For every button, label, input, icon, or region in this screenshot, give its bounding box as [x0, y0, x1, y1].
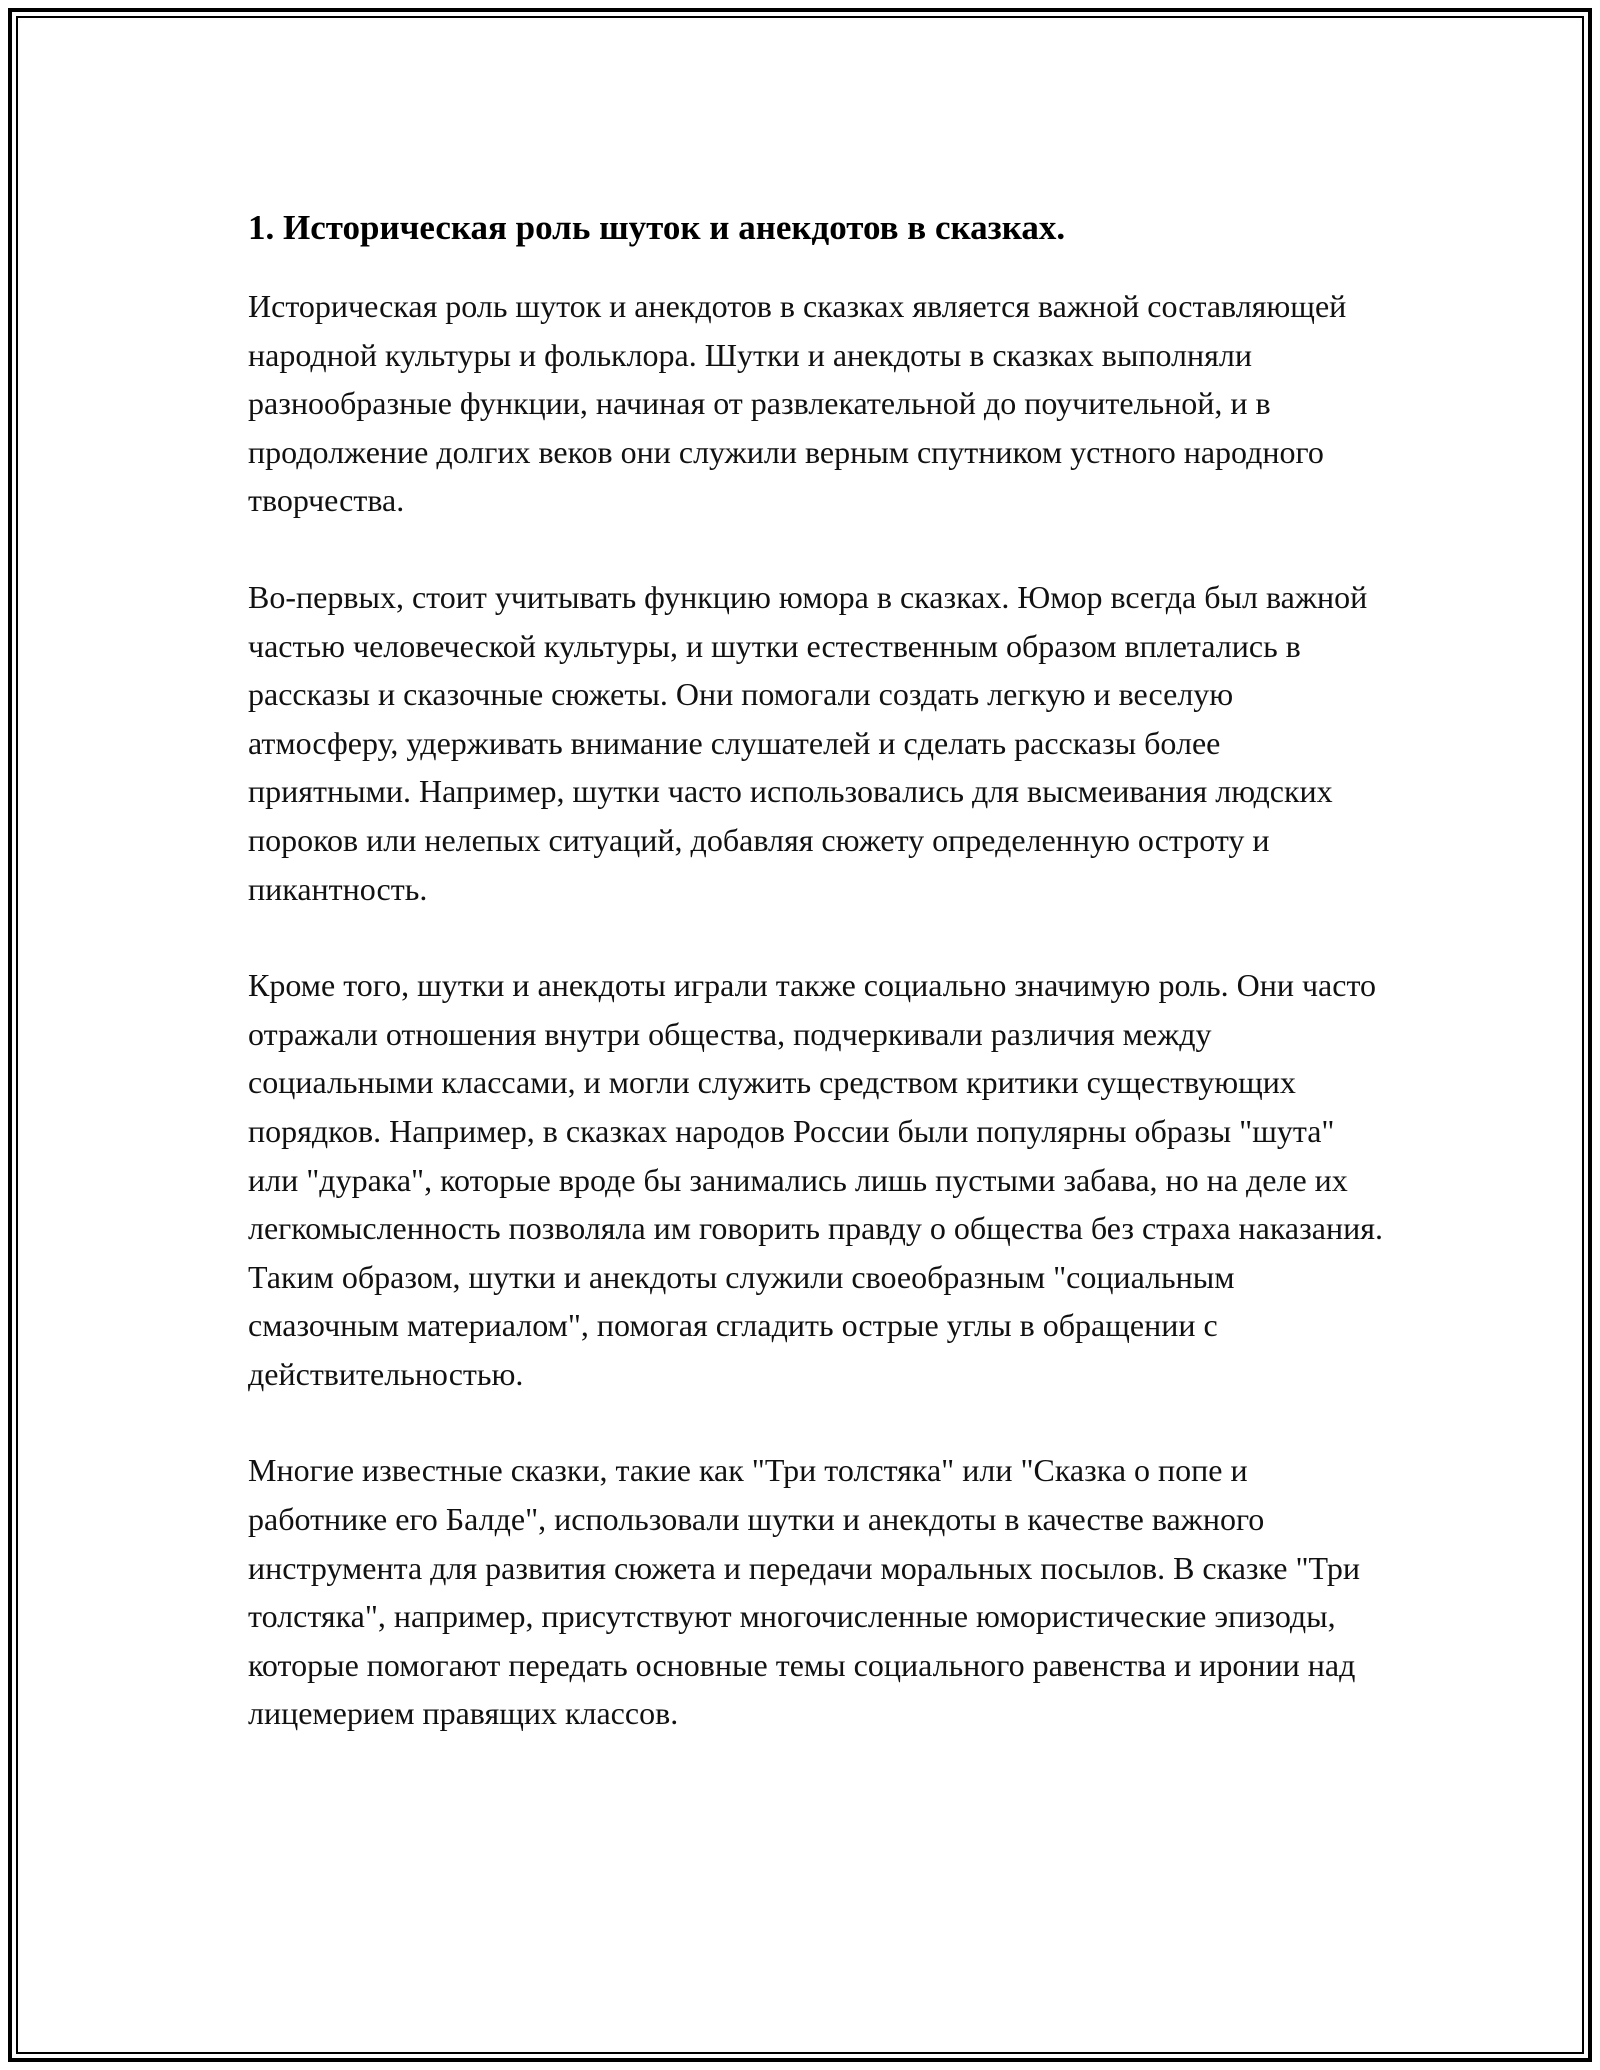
- paragraph-2: Во-первых, стоит учитывать функцию юмора в сказках. Юмор всегда был важной частью человеческой культуры, и шутки естественным образом вплетались в рассказы и сказочные сюжеты. Они помогали создать легкую и веселую атмосферу, удерживать внимание слушателей и сделать рассказы более приятными. Например, шутки часто использовались для высмеивания людских пороков или нелепых ситуаций, добавляя сюжету определенную остроту и пикантность.: [248, 578, 1368, 907]
- paragraph-3: Кроме того, шутки и анекдоты играли также социально значимую роль. Они часто отражали отношения внутри общества, подчеркивали различия между социальными классами, и могли служить средством критики существующих порядков. Например, в сказках народов России были популярны образы "шута" или "дурака", которые вроде бы занимались лишь пустыми забава, но на деле их легкомысленность позволяла им говорить правду о общества без страха наказания. Таким образом, шутки и анекдоты служили своеобразным "социальным смазочным материалом", помогая сгладить острые углы в обращении с действительностью.: [248, 967, 1383, 1392]
- page-frame: [8, 8, 1592, 2062]
- document-body: [248, 200, 1388, 1786]
- paragraph-1: Историческая роль шуток и анекдотов в сказках является важной составляющей народной культуры и фольклора. Шутки и анекдоты в сказках выполняли разнообразные функции, начиная от развлекательной до поучительной, и в продолжение долгих веков они служили верным спутником устного народного творчества.: [248, 288, 1347, 519]
- paragraph-4: Многие известные сказки, такие как "Три толстяка" или "Сказка о попе и работнике его Балде", использовали шутки и анекдоты в качестве важного инструмента для развития сюжета и передачи моральных посылов. В сказке "Три толстяка", например, присутствуют многочисленные юмористические эпизоды, которые помогают передать основные темы социального равенства и иронии над лицемерием правящих классов.: [248, 1452, 1360, 1732]
- document-title: 1. Историческая роль шуток и анекдотов в сказках.: [248, 208, 1066, 247]
